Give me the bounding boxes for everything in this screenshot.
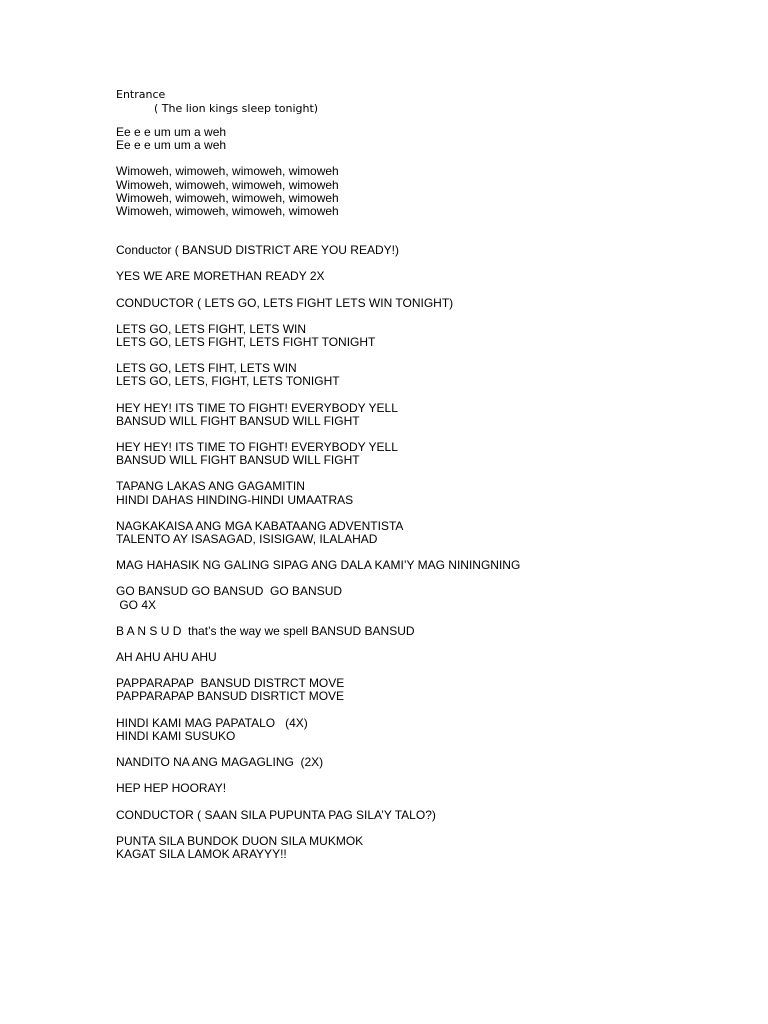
lyric-line: PAPPARAPAP BANSUD DISRTICT MOVE: [116, 689, 345, 704]
section-title: Entrance: [116, 88, 166, 101]
lyric-line: BANSUD WILL FIGHT BANSUD WILL FIGHT: [116, 453, 360, 468]
lyric-line: PAPPARAPAP BANSUD DISTRCT MOVE: [116, 676, 345, 691]
lyric-stanza: [116, 165, 716, 218]
lyric-line: Wimoweh, wimoweh, wimoweh, wimoweh: [116, 204, 339, 219]
lyric-line: Ee e e um um a weh: [116, 138, 227, 153]
lyric-stanza: [116, 244, 716, 257]
lyric-stanza: [116, 835, 716, 861]
lyric-line: HEY HEY! ITS TIME TO FIGHT! EVERYBODY YELL: [116, 400, 398, 415]
lyric-line: GO 4X: [116, 597, 157, 612]
lyric-line: CONDUCTOR ( LETS GO, LETS FIGHT LETS WIN TONIGHT): [116, 295, 454, 310]
lyric-stanza: [116, 559, 716, 572]
document-body: [116, 88, 716, 861]
lyric-stanza: [116, 585, 716, 611]
lyric-stanza: [116, 782, 716, 795]
lyric-line: LETS GO, LETS, FIGHT, LETS TONIGHT: [116, 374, 340, 389]
lyric-line: Wimoweh, wimoweh, wimoweh, wimoweh: [116, 164, 339, 179]
section-subtitle: ( The lion kings sleep tonight): [154, 102, 319, 115]
lyric-line: TALENTO AY ISASAGAD, ISISIGAW, ILALAHAD: [116, 532, 378, 547]
lyric-line: CONDUCTOR ( SAAN SILA PUPUNTA PAG SILA’Y TALO?): [116, 807, 436, 822]
lyric-line: PUNTA SILA BUNDOK DUON SILA MUKMOK: [116, 833, 364, 848]
lyric-stanza: [116, 717, 716, 743]
lyric-line: KAGAT SILA LAMOK ARAYYY!!: [116, 846, 287, 861]
lyric-line: Wimoweh, wimoweh, wimoweh, wimoweh: [116, 190, 339, 205]
lyric-stanza: [116, 297, 716, 310]
lyric-stanza: [116, 480, 716, 506]
lyric-stanza: [116, 323, 716, 349]
lyric-stanza: [116, 677, 716, 703]
lyric-line: HEP HEP HOORAY!: [116, 781, 227, 796]
lyric-line: NANDITO NA ANG MAGAGLING (2X): [116, 755, 324, 770]
lyric-stanza: [116, 651, 716, 664]
lyric-line: AH AHU AHU AHU: [116, 650, 217, 665]
lyric-line: HINDI DAHAS HINDING-HINDI UMAATRAS: [116, 492, 354, 507]
lyric-line: LETS GO, LETS FIGHT, LETS FIGHT TONIGHT: [116, 335, 376, 350]
lyric-line: Wimoweh, wimoweh, wimoweh, wimoweh: [116, 177, 339, 192]
lyric-stanza: [116, 126, 716, 152]
lyric-stanza: [116, 362, 716, 388]
lyric-stanza: [116, 520, 716, 546]
lyric-stanza: [116, 270, 716, 283]
lyric-line: HINDI KAMI MAG PAPATALO (4X): [116, 715, 308, 730]
lyric-line: HINDI KAMI SUSUKO: [116, 728, 236, 743]
lyric-line: MAG HAHASIK NG GALING SIPAG ANG DALA KAMI’Y MAG NININGNING: [116, 558, 521, 573]
lyric-stanza: [116, 625, 716, 638]
lyric-line: LETS GO, LETS FIGHT, LETS WIN: [116, 321, 307, 336]
lyric-line: YES WE ARE MORETHAN READY 2X: [116, 269, 325, 284]
lyric-line: Conductor ( BANSUD DISTRICT ARE YOU READY!): [116, 243, 399, 258]
lyric-line: GO BANSUD GO BANSUD GO BANSUD: [116, 584, 343, 599]
lyric-line: NAGKAKAISA ANG MGA KABATAANG ADVENTISTA: [116, 518, 404, 533]
lyric-line: Ee e e um um a weh: [116, 125, 227, 139]
lyric-stanza: [116, 441, 716, 467]
lyric-line: TAPANG LAKAS ANG GAGAMITIN: [116, 479, 305, 494]
lyric-line: BANSUD WILL FIGHT BANSUD WILL FIGHT: [116, 413, 360, 428]
lyric-stanza: [116, 756, 716, 769]
lyric-stanza: [116, 402, 716, 428]
lyric-stanza: [116, 809, 716, 822]
lyric-line: B A N S U D that’s the way we spell BANSUD BANSUD: [116, 623, 415, 638]
lyric-line: HEY HEY! ITS TIME TO FIGHT! EVERYBODY YELL: [116, 440, 398, 455]
lyric-line: LETS GO, LETS FIHT, LETS WIN: [116, 361, 297, 376]
